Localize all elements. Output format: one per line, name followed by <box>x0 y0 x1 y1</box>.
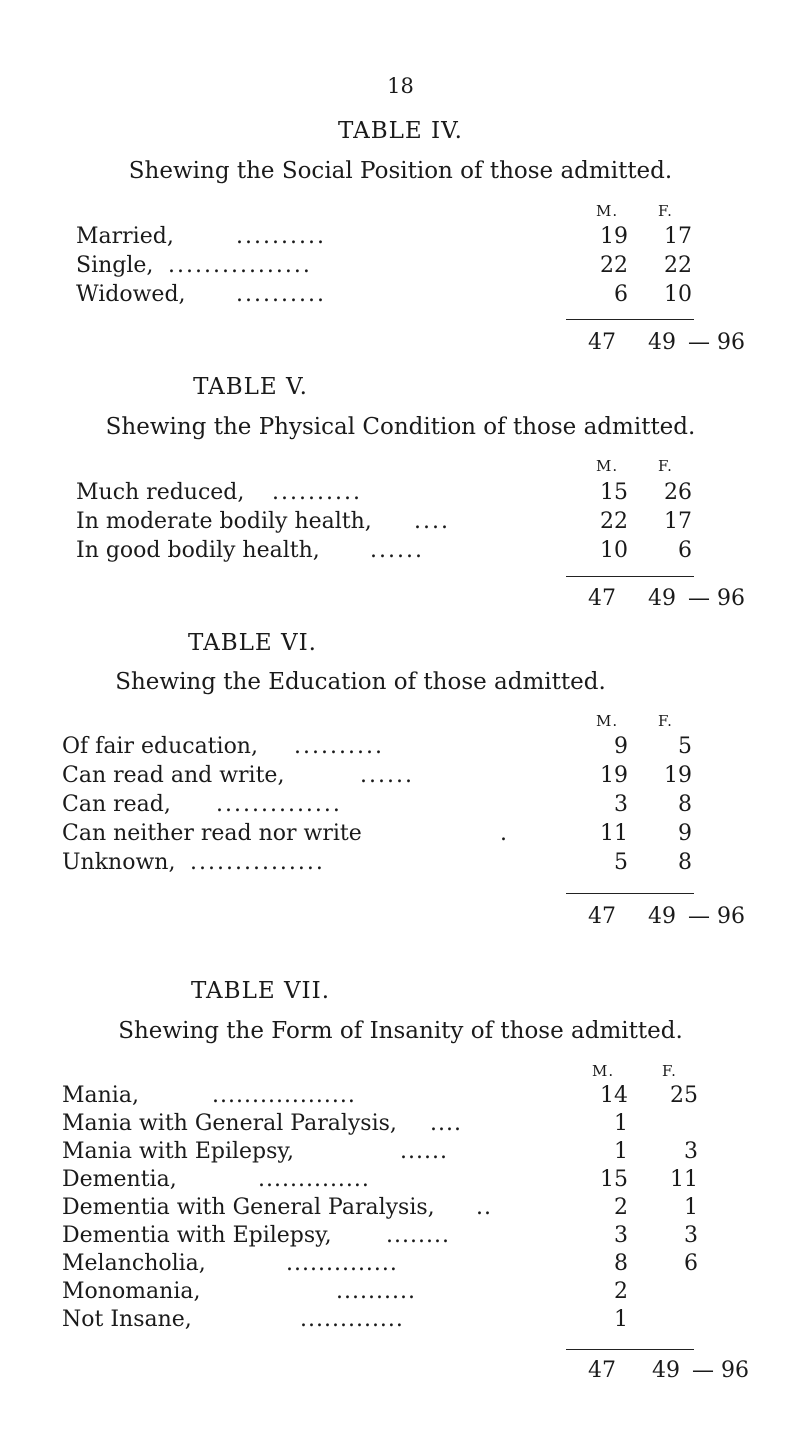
table-caption: Shewing the Social Position of those admitted. <box>128 158 673 184</box>
value-m: 1 <box>614 1139 628 1164</box>
dot-leader: .... <box>430 1111 462 1136</box>
value-f: 5 <box>678 734 692 759</box>
dot-leader: ...... <box>360 763 414 788</box>
value-f: 9 <box>678 821 692 846</box>
table-row <box>62 1223 698 1248</box>
table-row <box>76 282 692 307</box>
table-row <box>62 1279 628 1304</box>
table-caption: Shewing the Form of Insanity of those admitted. <box>118 1018 683 1044</box>
table-row <box>62 1111 628 1136</box>
value-m: 15 <box>600 1167 628 1192</box>
value-f: 8 <box>678 850 692 875</box>
dot-leader: .......... <box>294 734 384 759</box>
value-f: 19 <box>664 763 692 788</box>
value-m: 1 <box>614 1111 628 1136</box>
table-row <box>62 763 692 788</box>
sum-rule <box>566 1349 694 1350</box>
dot-leader: ...... <box>370 538 424 563</box>
total-f: 49 <box>648 904 676 929</box>
dot-leader: .......... <box>236 224 326 249</box>
table-row <box>76 253 692 278</box>
value-m: 3 <box>614 792 628 817</box>
grand-total: — 96 <box>688 586 745 611</box>
row-label: Widowed, <box>76 282 186 307</box>
column-header-f: F. <box>658 457 673 475</box>
table-title: TABLE V. <box>193 374 308 400</box>
table-row <box>76 538 692 563</box>
row-label: Dementia with General Paralysis, <box>62 1195 435 1220</box>
value-m: 19 <box>600 763 628 788</box>
row-label: Unknown, <box>62 850 176 875</box>
value-f: 6 <box>678 538 692 563</box>
grand-total: — 96 <box>692 1358 749 1383</box>
dot-leader: .............. <box>286 1251 398 1276</box>
row-label: Dementia, <box>62 1167 177 1192</box>
dot-leader: ............. <box>300 1307 404 1332</box>
row-label: Can read, <box>62 792 171 817</box>
value-f: 6 <box>684 1251 698 1276</box>
total-m: 47 <box>588 586 616 611</box>
row-label: Married, <box>76 224 174 249</box>
row-label: In good bodily health, <box>76 538 320 563</box>
table-row <box>62 734 692 759</box>
table-row <box>76 480 692 505</box>
table-row <box>76 224 692 249</box>
dot-leader: .................. <box>212 1083 356 1108</box>
dot-leader: .......... <box>336 1279 416 1304</box>
row-label: Much reduced, <box>76 480 245 505</box>
table-row <box>62 1083 698 1108</box>
row-label: Not Insane, <box>62 1307 192 1332</box>
column-header-m: M. <box>596 457 619 475</box>
dot-leader: .... <box>414 509 450 534</box>
value-m: 22 <box>600 509 628 534</box>
column-header-f: F. <box>662 1062 677 1080</box>
value-m: 9 <box>614 734 628 759</box>
table-row <box>62 821 692 846</box>
dot-leader: .......... <box>272 480 362 505</box>
row-label: Mania with General Paralysis, <box>62 1111 397 1136</box>
table-row <box>62 1167 698 1192</box>
value-m: 6 <box>614 282 628 307</box>
grand-total: — 96 <box>688 904 745 929</box>
value-f: 11 <box>670 1167 698 1192</box>
table-row <box>62 1251 698 1276</box>
dot-leader: .............. <box>258 1167 370 1192</box>
dot-leader: .. <box>476 1195 492 1220</box>
value-f: 8 <box>678 792 692 817</box>
value-f: 25 <box>670 1083 698 1108</box>
table-title: TABLE VI. <box>188 630 317 656</box>
dot-leader: .............. <box>216 792 342 817</box>
row-label: Single, <box>76 253 154 278</box>
sum-rule <box>566 319 694 320</box>
value-f: 3 <box>684 1139 698 1164</box>
sum-rule <box>566 576 694 577</box>
value-m: 22 <box>600 253 628 278</box>
value-m: 15 <box>600 480 628 505</box>
value-f: 3 <box>684 1223 698 1248</box>
dot-leader: .......... <box>236 282 326 307</box>
row-label: Mania with Epilepsy, <box>62 1139 294 1164</box>
column-header-f: F. <box>658 202 673 220</box>
total-m: 47 <box>588 330 616 355</box>
value-f: 22 <box>664 253 692 278</box>
row-label: Can read and write, <box>62 763 285 788</box>
column-header-f: F. <box>658 712 673 730</box>
table-row <box>62 792 692 817</box>
value-f: 10 <box>664 282 692 307</box>
total-f: 49 <box>652 1358 680 1383</box>
table-row <box>62 1195 698 1220</box>
value-m: 8 <box>614 1251 628 1276</box>
total-m: 47 <box>588 1358 616 1383</box>
row-label: Can neither read nor write <box>62 821 362 846</box>
column-header-m: M. <box>596 712 619 730</box>
total-f: 49 <box>648 586 676 611</box>
table-row <box>62 1307 628 1332</box>
value-f: 26 <box>664 480 692 505</box>
value-m: 5 <box>614 850 628 875</box>
value-m: 10 <box>600 538 628 563</box>
value-f: 17 <box>664 509 692 534</box>
table-caption: Shewing the Education of those admitted. <box>115 669 606 695</box>
dot-leader: ............... <box>190 850 325 875</box>
page-number: 18 <box>387 74 414 98</box>
table-row <box>62 850 692 875</box>
value-m: 2 <box>614 1279 628 1304</box>
table-title: TABLE VII. <box>190 978 331 1004</box>
total-m: 47 <box>588 904 616 929</box>
table-caption: Shewing the Physical Condition of those admitted. <box>105 414 696 440</box>
column-header-m: M. <box>596 202 619 220</box>
dot-leader: . <box>500 821 509 846</box>
value-m: 19 <box>600 224 628 249</box>
row-label: In moderate bodily health, <box>76 509 372 534</box>
row-label: Monomania, <box>62 1279 201 1304</box>
value-m: 14 <box>600 1083 628 1108</box>
value-f: 17 <box>664 224 692 249</box>
row-label: Mania, <box>62 1083 139 1108</box>
dot-leader: ................ <box>168 253 312 278</box>
dot-leader: ........ <box>386 1223 450 1248</box>
value-m: 2 <box>614 1195 628 1220</box>
dot-leader: ...... <box>400 1139 448 1164</box>
value-m: 1 <box>614 1307 628 1332</box>
row-label: Of fair education, <box>62 734 258 759</box>
row-label: Dementia with Epilepsy, <box>62 1223 332 1248</box>
row-label: Melancholia, <box>62 1251 206 1276</box>
grand-total: — 96 <box>688 330 745 355</box>
table-title: TABLE IV. <box>338 118 463 144</box>
table-row <box>62 1139 698 1164</box>
table-row <box>76 509 692 534</box>
total-f: 49 <box>648 330 676 355</box>
value-m: 3 <box>614 1223 628 1248</box>
value-f: 1 <box>684 1195 698 1220</box>
column-header-m: M. <box>592 1062 615 1080</box>
sum-rule <box>566 893 694 894</box>
value-m: 11 <box>600 821 628 846</box>
